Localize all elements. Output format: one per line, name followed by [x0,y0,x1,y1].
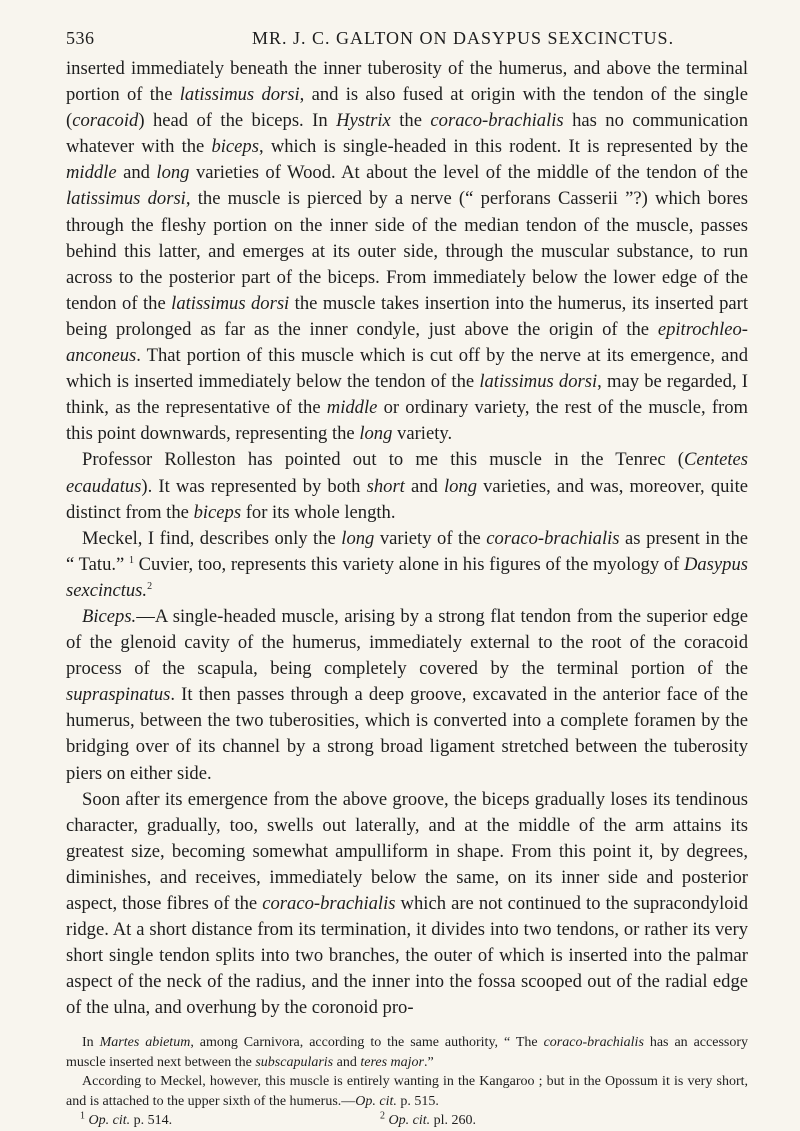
paragraph-5: Soon after its emergence from the above groove, the biceps gradually loses its tendinous character, gradually, too, swells out laterally, and at the middle of the arm attains its greatest size, becoming somewhat ampulliform in shape. From this point it, by degrees, diminishes, and receives, immediately below the same, on its inner side and posterior aspect, those fibres of the coraco-brachialis which are not continued to the supracondyloid ridge. At a short distance from its termination, it divides into two tendons, or rather its very short single tendon splits into two branches, the outer of which is inserted into the palmar aspect of the neck of the radius, and the inner into the fossa scooped out of the radial edge of the ulna, and overhung by the coronoid pro- [66,788,749,1019]
footnote-continuation-2: According to Meckel, however, this muscle is entirely wanting in the Kangaroo ; but in the Opossum it is very short, and is attached to the upper sixth of the humerus.—Op. cit. p. 515. [66,1074,748,1109]
footnote-2: $^2$ Op. cit. pl. 260. [380,1110,476,1129]
page-number: 536 [66,28,95,48]
footnote-references [66,1111,748,1131]
body-text [66,56,748,1021]
page [66,20,748,1131]
footnote-continuation-1: In Martes abietum, among Carnivora, according to the same authority, “ The coraco-brachialis has an accessory muscle inserted next between the subscapularis and teres major.” [66,1035,749,1070]
footnote-1: $^1$ Op. cit. p. 514. [80,1110,173,1129]
paragraph-4: Biceps.—A single-headed muscle, arising by a strong flat tendon from the superior edge of the glenoid cavity of the humerus, immediately external to the root of the coracoid process of the scapula, being completely covered by the terminal portion of the supraspinatus. It then passes through a deep groove, excavated in the anterior face of the humerus, between the two tuberosities, which is converted into a complete foramen by the bridging over of its channel by a strong broad ligament stretched between the tuberosity piers on either side. [66,605,748,784]
footnotes [66,1033,748,1131]
paragraph-2: Professor Rolleston has pointed out to me this muscle in the Tenrec (Centetes ecaudatus). It was represented by both short and long varieties, and was, moreover, quite distinct from the biceps for its whole length. [66,449,749,523]
paragraph-3: Meckel, I find, describes only the long variety of the coraco-brachialis as present in the “ Tatu.” $^1$ Cuvier, too, represents this variety alone in his figures of the myology of Dasypus sexcinctus.$^2$ [66,527,748,601]
running-title: MR. J. C. GALTON ON DASYPUS SEXCINCTUS. [252,28,675,48]
running-header [66,20,748,54]
paragraph-1: inserted immediately beneath the inner tuberosity of the humerus, and above the terminal portion of the latissimus dorsi, and is also fused at origin with the tendon of the single (coracoid) head of the biceps. In Hystrix the coraco-brachialis has no communication whatever with the biceps, which is single-headed in this rodent. It is represented by the middle and long varieties of Wood. At about the level of the middle of the tendon of the latissimus dorsi, the muscle is pierced by a nerve (“ perforans Casserii ”?) which bores through the fleshy portion on the inner side of the median tendon of the muscle, passes behind this latter, and emerges at its outer side, through the muscular substance, to run across to the posterior part of the biceps. From immediately below the lower edge of the tendon of the latissimus dorsi the muscle takes insertion into the humerus, its inserted part being prolonged as far as the inner condyle, just above the origin of the epitrochleo-anconeus. That portion of this muscle which is cut off by the nerve at its emergence, and which is inserted immediately below the tendon of the latissimus dorsi, may be regarded, I think, as the representative of the middle or ordinary variety, the rest of the muscle, from this point downwards, representing the long variety. [66,58,748,445]
